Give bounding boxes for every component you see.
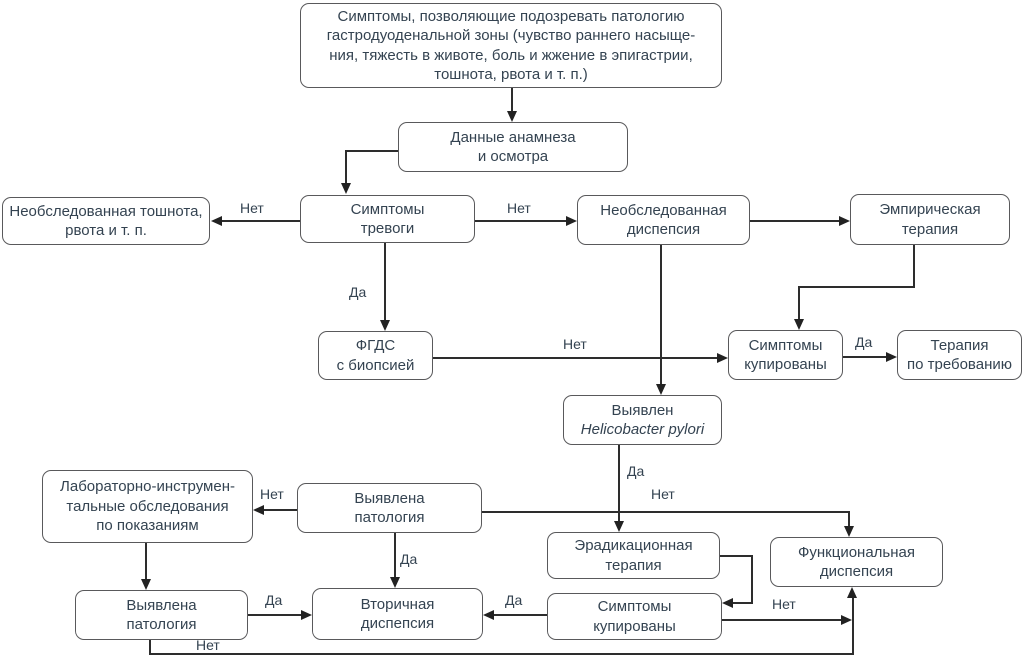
node-text-line: с биопсией: [336, 356, 415, 374]
node-empirical-therapy: [850, 194, 1010, 245]
line-segment: [475, 220, 566, 222]
node-text-line: и осмотра: [477, 148, 549, 165]
node-unexamined-nausea: [2, 197, 210, 245]
node-lab-instrumental-tests: [42, 470, 253, 543]
line-segment: [494, 614, 547, 616]
node-text-line: Симптомы: [597, 598, 672, 615]
node-text-line: Симптомы, позволяющие подозревать патологию: [337, 7, 685, 25]
edge-label-yes: Да: [505, 592, 523, 608]
edge-label-no: Нет: [507, 200, 531, 216]
line-segment: [433, 357, 717, 359]
line-segment: [222, 220, 300, 222]
node-pathology-found-1: [297, 483, 482, 533]
node-hp-detected: [563, 395, 722, 445]
node-secondary-dyspepsia: [312, 588, 483, 640]
line-segment: [660, 245, 662, 384]
line-segment: [384, 243, 386, 320]
arrowhead-down-icon: [844, 526, 854, 537]
edge-label-no: Нет: [196, 637, 220, 653]
line-segment: [913, 245, 915, 287]
edge-label-yes: Да: [855, 334, 873, 350]
line-segment: [852, 597, 854, 655]
node-text-line: диспепсия: [626, 221, 701, 238]
arrowhead-left-icon: [211, 216, 222, 226]
arrowhead-right-icon: [566, 216, 577, 226]
node-unexamined-dyspepsia: [577, 195, 750, 245]
node-text-line: Симптомы: [350, 200, 425, 218]
node-text-line: диспепсия: [819, 563, 894, 580]
arrowhead-left-icon: [722, 598, 733, 608]
node-text-line: Необследованная: [600, 201, 727, 219]
line-segment: [720, 555, 753, 557]
line-segment: [345, 152, 347, 184]
edge-label-yes: Да: [349, 284, 367, 300]
node-pathology-found-2: [75, 590, 248, 640]
arrowhead-right-icon: [839, 216, 850, 226]
edge-label-no: Нет: [772, 596, 796, 612]
arrowhead-right-icon: [717, 353, 728, 363]
line-segment: [733, 602, 752, 604]
arrowhead-down-icon: [507, 111, 517, 122]
node-text-line: тальные обследования: [66, 497, 229, 515]
node-suspected-symptoms: [300, 3, 722, 88]
edge-label-yes: Да: [627, 463, 645, 479]
node-text-line: Лабораторно-инструмен-: [60, 478, 235, 496]
arrowhead-up-icon: [847, 587, 857, 598]
arrowhead-right-icon: [886, 352, 897, 362]
line-segment: [264, 509, 297, 511]
node-text-line: гастродуоденальной зоны (чувство раннего насыще-: [326, 27, 696, 44]
line-segment: [848, 513, 850, 526]
arrowhead-left-icon: [253, 505, 264, 515]
edge-label-no: Нет: [260, 486, 284, 502]
node-therapy-on-demand: [897, 330, 1022, 380]
node-text-line: терапия: [901, 220, 959, 238]
node-anamnesis-exam: [398, 122, 628, 172]
node-eradication-therapy: [547, 532, 720, 579]
line-segment: [618, 445, 620, 521]
node-text-line: по показаниям: [96, 517, 199, 535]
node-text-line: Терапия: [930, 336, 989, 354]
line-segment: [751, 555, 753, 604]
node-text-line: рвота и т. п.: [65, 222, 147, 239]
line-segment: [843, 356, 886, 358]
node-text-line: Выявлена: [354, 489, 425, 507]
line-segment: [798, 288, 800, 319]
arrowhead-left-icon: [483, 610, 494, 620]
arrowhead-down-icon: [656, 384, 666, 395]
arrowhead-down-icon: [794, 319, 804, 330]
edge-label-no: Нет: [240, 200, 264, 216]
arrowhead-right-icon: [301, 610, 312, 620]
node-alarm-symptoms: [300, 195, 475, 243]
node-text-line: Эрадикационная: [574, 537, 693, 554]
arrowhead-down-icon: [341, 183, 351, 194]
node-text-line: Данные анамнеза: [450, 128, 576, 146]
arrowhead-down-icon: [141, 579, 151, 590]
node-text-line: купированы: [744, 356, 827, 373]
edge-label-no: Нет: [651, 486, 675, 502]
line-segment: [248, 614, 301, 616]
node-text-line: Вторичная: [360, 595, 435, 613]
node-text-line: Симптомы: [748, 336, 823, 354]
node-text-line: ФГДС: [355, 337, 396, 354]
node-symptoms-resolved-1: [728, 330, 843, 380]
edge-label-no: Нет: [563, 336, 587, 352]
node-text-line: Необследованная тошнота,: [9, 202, 203, 220]
arrowhead-down-icon: [380, 320, 390, 331]
node-text-line-italic: Helicobacter pylori: [580, 421, 705, 438]
line-segment: [722, 619, 841, 621]
line-segment: [798, 286, 915, 288]
node-functional-dyspepsia: [770, 537, 943, 587]
node-text-line: купированы: [593, 617, 676, 635]
edge-label-yes: Да: [265, 592, 283, 608]
line-segment: [145, 543, 147, 579]
line-segment: [149, 653, 854, 655]
node-text-line: патология: [354, 509, 425, 526]
node-text-line: тошнота, рвота и т. п.): [434, 66, 588, 83]
node-text-line: тревоги: [360, 220, 415, 237]
arrowhead-right-icon: [841, 615, 852, 625]
line-segment: [394, 533, 396, 577]
edge-label-yes: Да: [400, 551, 418, 567]
node-text-line: Выявлена: [126, 596, 197, 614]
node-text-line: ния, тяжесть в животе, боль и жжение в эпигастрии,: [329, 46, 693, 64]
node-fgds-biopsy: [318, 331, 433, 380]
node-text-line: Эмпирическая: [879, 201, 981, 218]
node-symptoms-resolved-2: [547, 593, 722, 640]
arrowhead-down-icon: [390, 577, 400, 588]
node-text-line: терапия: [605, 556, 662, 574]
line-segment: [345, 150, 399, 152]
node-text-line: патология: [126, 616, 197, 633]
node-text-line: Выявлен: [611, 401, 674, 419]
node-text-line: по требованию: [906, 356, 1012, 373]
line-segment: [511, 88, 513, 112]
node-text-line: Функциональная: [797, 543, 915, 561]
line-segment: [750, 220, 839, 222]
arrowhead-down-icon: [614, 521, 624, 532]
node-text-line: диспепсия: [360, 615, 435, 632]
line-segment: [482, 511, 850, 513]
